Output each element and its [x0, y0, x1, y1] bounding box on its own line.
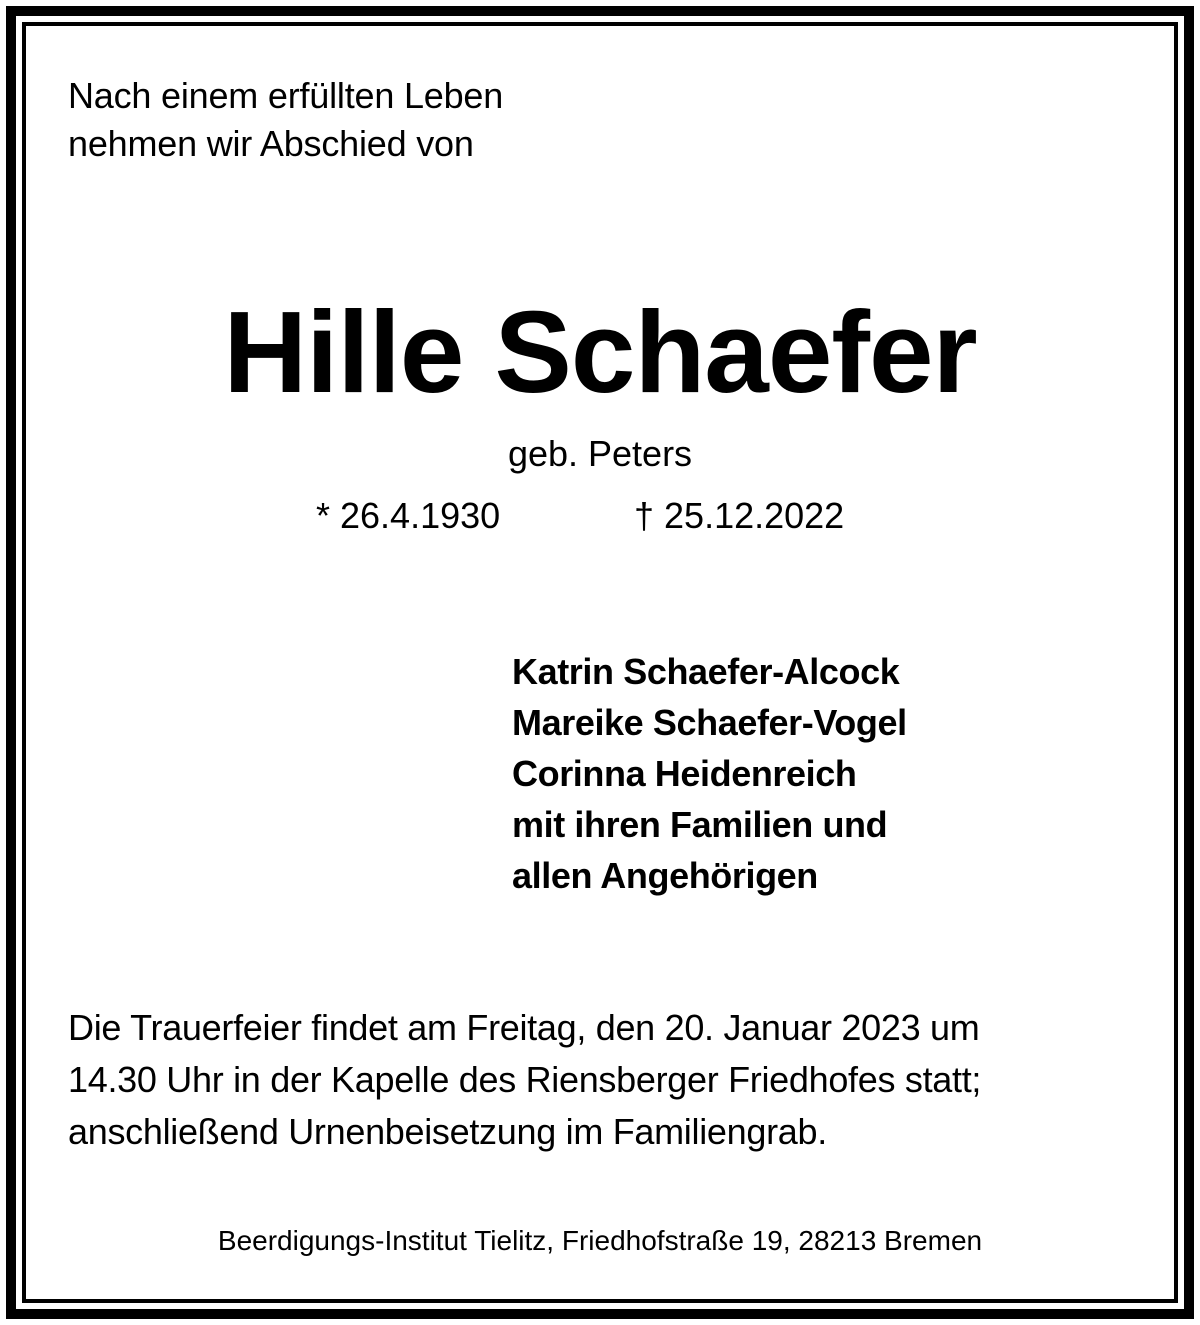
mourner-line: allen Angehörigen — [512, 855, 818, 896]
intro-line: Nach einem erfüllten Leben — [68, 75, 504, 116]
deceased-name: Hille Schaefer — [223, 287, 977, 417]
maiden-name: geb. Peters — [507, 433, 693, 474]
funeral-line: 14.30 Uhr in der Kapelle des Riensberger Friedhofes statt; — [68, 1059, 982, 1100]
mourner-line: Mareike Schaefer-Vogel — [512, 702, 907, 743]
mourner-line: mit ihren Familien und — [512, 804, 888, 845]
mourners-list — [512, 646, 907, 901]
death-date: † 25.12.2022 — [634, 495, 845, 536]
birth-date: * 26.4.1930 — [316, 495, 501, 536]
intro-line: nehmen wir Abschied von — [68, 123, 474, 164]
mourner-line: Corinna Heidenreich — [512, 753, 857, 794]
intro-text — [68, 72, 503, 168]
funeral-details — [68, 1002, 1148, 1158]
funeral-line: anschließend Urnenbeisetzung im Familiengrab. — [68, 1111, 827, 1152]
undertaker-footer: Beerdigungs-Institut Tielitz, Friedhofstraße 19, 28213 Bremen — [217, 1225, 983, 1256]
funeral-line: Die Trauerfeier findet am Freitag, den 20. Januar 2023 um — [68, 1007, 980, 1048]
mourner-line: Katrin Schaefer-Alcock — [512, 651, 900, 692]
